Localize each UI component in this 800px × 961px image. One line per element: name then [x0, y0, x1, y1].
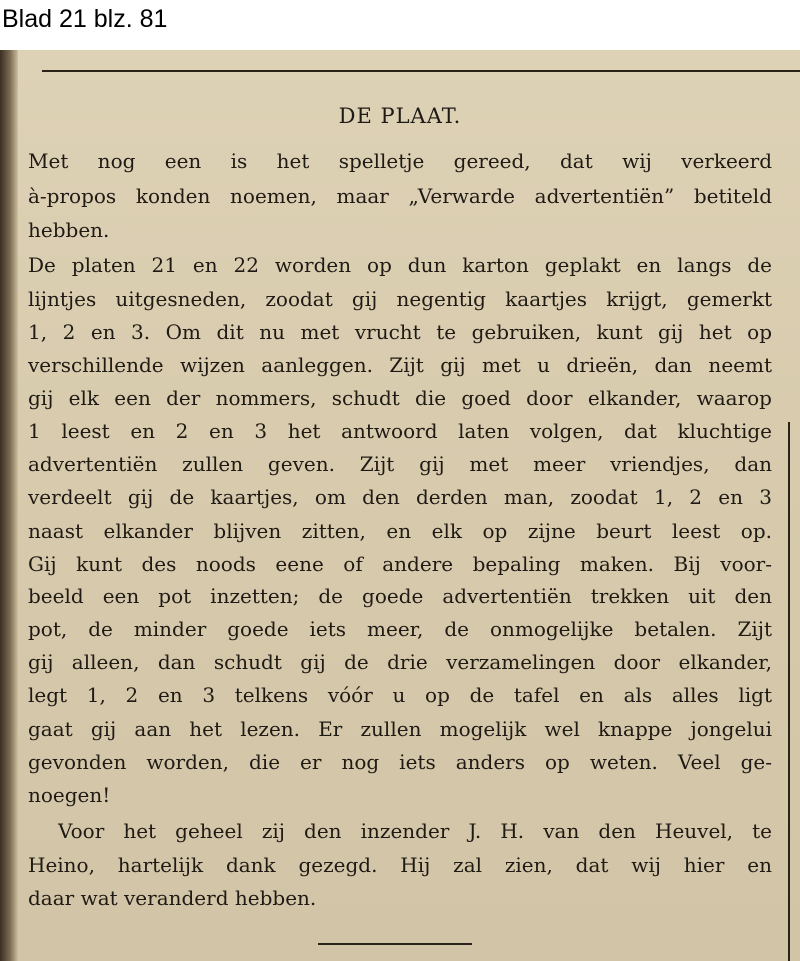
text-line-8: gij elk een der nommers, schudt die goed door elkander, waarop: [28, 386, 772, 410]
text-line-13: Gij kunt des noods eene of andere bepaling maken. Bij voor-: [28, 552, 772, 576]
text-line-17: legt 1, 2 en 3 telkens vóór u op de tafel en als alles ligt: [28, 683, 772, 707]
text-line-9: 1 leest en 2 en 3 het antwoord laten volgen, dat kluchtige: [28, 419, 772, 443]
text-line-20: noegen!: [28, 783, 111, 807]
text-line-14: beeld een pot inzetten; de goede advertentiën trekken uit den: [28, 584, 772, 608]
image-caption: Blad 21 blz. 81: [2, 5, 168, 33]
text-line-15: pot, de minder goede iets meer, de onmogelijke betalen. Zijt: [28, 617, 772, 641]
text-line-6: 1, 2 en 3. Om dit nu met vrucht te gebruiken, kunt gij het op: [28, 320, 772, 344]
text-line-19: gevonden worden, die er nog iets anders op weten. Veel ge-: [28, 750, 772, 774]
text-line-22: Heino, hartelijk dank gezegd. Hij zal zien, dat wij hier en: [28, 853, 772, 877]
text-line-1: Met nog een is het spelletje gereed, dat wij verkeerd: [28, 149, 772, 173]
text-line-11: verdeelt gij de kaartjes, om den derden man, zoodat 1, 2 en 3: [28, 485, 772, 509]
page-photo: [0, 50, 800, 961]
text-line-12: naast elkander blijven zitten, en elk op zijne beurt leest op.: [28, 519, 772, 543]
text-line-10: advertentiën zullen geven. Zijt gij met meer vriendjes, dan: [28, 452, 772, 476]
text-line-23: daar wat veranderd hebben.: [28, 886, 317, 910]
text-line-21: Voor het geheel zij den inzender J. H. van den Heuvel, te: [58, 819, 772, 843]
end-rule: [318, 943, 472, 945]
article-heading: DE PLAAT.: [338, 104, 462, 128]
text-line-4: De platen 21 en 22 worden op dun karton geplakt en langs de: [28, 253, 772, 277]
text-line-3: hebben.: [28, 218, 110, 242]
book-spine-shadow: [0, 50, 18, 961]
text-line-2: à-propos konden noemen, maar „Verwarde advertentiën” betiteld: [28, 184, 772, 208]
text-line-5: lijntjes uitgesneden, zoodat gij negentig kaartjes krijgt, gemerkt: [28, 287, 772, 311]
text-line-18: gaat gij aan het lezen. Er zullen mogelijk wel knappe jongelui: [28, 717, 772, 741]
top-rule: [42, 70, 800, 72]
text-line-16: gij alleen, dan schudt gij de drie verzamelingen door elkander,: [28, 650, 772, 674]
column-rule: [788, 422, 790, 961]
text-line-7: verschillende wijzen aanleggen. Zijt gij met u drieën, dan neemt: [28, 353, 772, 377]
